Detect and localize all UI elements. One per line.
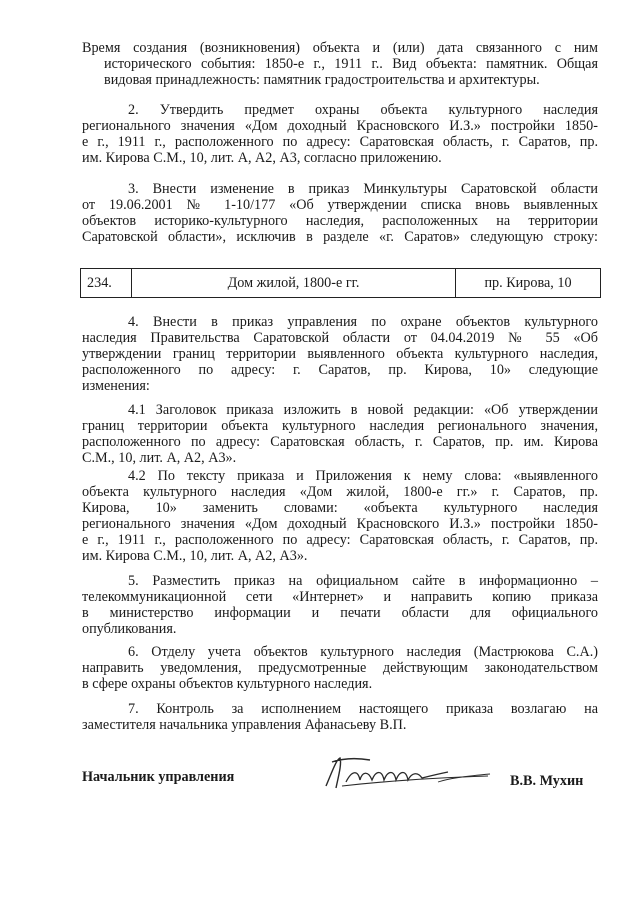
item-4-1-paragraph xyxy=(82,403,598,467)
text-line: от 19.06.2001 № 1-10/177 «Об утверждении списка вновь выявленных xyxy=(82,196,598,213)
text-line: е г., 1911 г., расположенного по адресу: Саратовская область, г. Саратов, пр. xyxy=(82,133,598,150)
text-line: заместителя начальника управления Афанасьеву В.П. xyxy=(82,716,407,733)
text-line: Саратовской области», исключив в разделе «г. Саратов» следующую строку: xyxy=(82,228,598,245)
text-line: видовая принадлежность: памятник градостроительства и архитектуры. xyxy=(104,71,540,88)
text-line: Кирова, 10» заменить словами: «объекта культурного наследия xyxy=(82,499,598,516)
text-line: утверждении границ территории выявленного объекта культурного наследия, xyxy=(82,345,598,362)
text-line: объектов историко-культурного наследия, расположенных на территории xyxy=(82,212,598,229)
text-line: наследия Правительства Саратовской области от 04.04.2019 № 55 «Об xyxy=(82,329,598,346)
text-line: направить уведомления, предусмотренные действующим законодательством xyxy=(82,659,598,676)
text-line: 3. Внести изменение в приказ Минкультуры Саратовской области xyxy=(128,181,598,197)
signatory-name: В.В. Мухин xyxy=(510,773,584,789)
item-4-paragraph xyxy=(82,315,598,395)
text-line: телекоммуникационной сети «Интернет» и направить копию приказа xyxy=(82,588,598,605)
signatory-title: Начальник управления xyxy=(82,769,235,785)
object-name-cell: Дом жилой, 1800-е гг. xyxy=(132,269,456,298)
handwritten-signature xyxy=(318,752,498,794)
excluded-row-table xyxy=(80,268,601,298)
item-3-paragraph xyxy=(82,182,598,246)
text-line: изменения: xyxy=(82,377,150,394)
text-line: в министерство информации и печати области для официального xyxy=(82,604,598,621)
text-line: 4. Внести в приказ управления по охране объектов культурного xyxy=(128,314,598,330)
text-line: границ территории объекта культурного наследия регионального значения, xyxy=(82,417,598,434)
text-line: им. Кирова С.М., 10, лит. А, А2, А3». xyxy=(82,547,308,564)
text-line: в сфере охраны объектов культурного наследия. xyxy=(82,675,373,692)
text-line: расположенного по адресу: г. Саратов, пр. Кирова, 10» следующие xyxy=(82,361,598,378)
item-2-paragraph xyxy=(82,103,598,167)
item-4-2-paragraph xyxy=(82,469,598,564)
text-line: объекта культурного наследия «Дом жилой, 1800-е гг.» г. Саратов, пр. xyxy=(82,483,598,500)
object-address-cell: пр. Кирова, 10 xyxy=(456,269,601,298)
text-line: регионального значения «Дом доходный Красновского И.З.» постройки 1850- xyxy=(82,515,598,532)
item-6-paragraph xyxy=(82,645,598,693)
text-line: исторического события: 1850-е г., 1911 г.. Вид объекта: памятник. Общая xyxy=(104,55,598,72)
text-line: 6. Отделу учета объектов культурного наследия (Мастрюкова С.А.) xyxy=(128,644,598,660)
text-line: 7. Контроль за исполнением настоящего приказа возлагаю на xyxy=(128,701,598,717)
table-row xyxy=(81,269,601,298)
text-line: С.М., 10, лит. А, А2, А3». xyxy=(82,449,237,466)
text-line: 2. Утвердить предмет охраны объекта культурного наследия xyxy=(128,102,598,118)
text-line: 4.1 Заголовок приказа изложить в новой редакции: «Об утверждении xyxy=(128,402,598,418)
text-line: им. Кирова С.М., 10, лит. А, А2, А3, согласно приложению. xyxy=(82,149,442,166)
object-info-paragraph xyxy=(82,41,598,89)
row-number: 234. xyxy=(81,269,132,298)
text-line: 4.2 По тексту приказа и Приложения к нему слова: «выявленного xyxy=(128,468,598,484)
text-line: 5. Разместить приказ на официальном сайте в информационно – xyxy=(128,573,598,589)
text-line: Время создания (возникновения) объекта и (или) дата связанного с ним xyxy=(82,40,598,56)
text-line: расположенного по адресу: Саратовская область, г. Саратов, пр. им. Кирова xyxy=(82,433,598,450)
item-5-paragraph xyxy=(82,574,598,638)
item-7-paragraph xyxy=(82,702,598,734)
text-line: е г., 1911 г., расположенного по адресу: Саратовская область, г. Саратов, пр. xyxy=(82,531,598,548)
text-line: регионального значения «Дом доходный Красновского И.З.» постройки 1850- xyxy=(82,117,598,134)
text-line: опубликования. xyxy=(82,620,177,637)
